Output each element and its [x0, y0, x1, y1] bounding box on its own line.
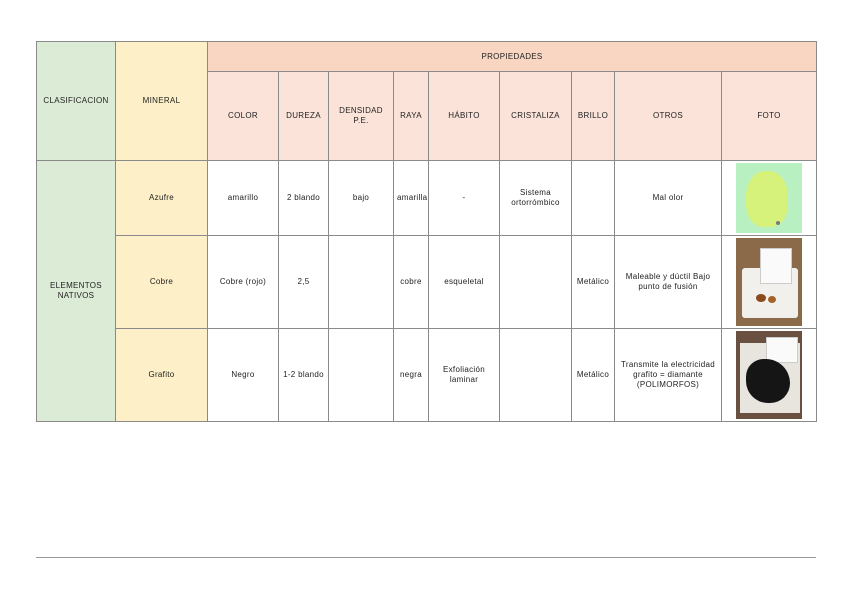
- raya-cell: cobre: [394, 236, 429, 329]
- habito-cell: esqueletal: [429, 236, 500, 329]
- cristaliza-cell: Sistema ortorrómbico: [500, 161, 572, 236]
- brillo-cell: [572, 161, 615, 236]
- table-row: [37, 161, 817, 236]
- table-row: [37, 329, 817, 422]
- clasificacion-header: CLASIFICACION: [37, 42, 116, 161]
- col-cristaliza: CRISTALIZA: [500, 72, 572, 161]
- cristaliza-cell: [500, 329, 572, 422]
- col-color: COLOR: [208, 72, 279, 161]
- densidad-cell: [329, 329, 394, 422]
- foto-cell: [722, 236, 817, 329]
- col-densidad: DENSIDAD P.E.: [329, 72, 394, 161]
- habito-cell: -: [429, 161, 500, 236]
- otros-cell: Transmite la electricidad grafito = diamante (POLIMORFOS): [615, 329, 722, 422]
- densidad-cell: bajo: [329, 161, 394, 236]
- color-cell: Cobre (rojo): [208, 236, 279, 329]
- minerals-table: [36, 41, 817, 422]
- brillo-cell: Metálico: [572, 329, 615, 422]
- foto-cell: [722, 329, 817, 422]
- bottom-divider: [36, 557, 816, 558]
- grafito-photo: [736, 331, 802, 419]
- propiedades-header: PROPIEDADES: [208, 42, 817, 72]
- dureza-cell: 2,5: [279, 236, 329, 329]
- mineral-header: MINERAL: [116, 42, 208, 161]
- brillo-cell: Metálico: [572, 236, 615, 329]
- mineral-name: Grafito: [116, 329, 208, 422]
- mineral-name: Azufre: [116, 161, 208, 236]
- color-cell: amarillo: [208, 161, 279, 236]
- col-foto: FOTO: [722, 72, 817, 161]
- raya-cell: amarilla: [394, 161, 429, 236]
- col-otros: OTROS: [615, 72, 722, 161]
- habito-cell: Exfoliación laminar: [429, 329, 500, 422]
- azufre-photo: [736, 163, 802, 233]
- cristaliza-cell: [500, 236, 572, 329]
- col-brillo: BRILLO: [572, 72, 615, 161]
- raya-cell: negra: [394, 329, 429, 422]
- mineral-name: Cobre: [116, 236, 208, 329]
- otros-cell: Mal olor: [615, 161, 722, 236]
- col-dureza: DUREZA: [279, 72, 329, 161]
- otros-cell: Maleable y dúctil Bajo punto de fusión: [615, 236, 722, 329]
- col-raya: RAYA: [394, 72, 429, 161]
- foto-cell: [722, 161, 817, 236]
- dureza-cell: 1-2 blando: [279, 329, 329, 422]
- cobre-photo: [736, 238, 802, 326]
- table-row: [37, 236, 817, 329]
- densidad-cell: [329, 236, 394, 329]
- col-habito: HÁBITO: [429, 72, 500, 161]
- group-elementos-nativos: ELEMENTOS NATIVOS: [37, 161, 116, 422]
- color-cell: Negro: [208, 329, 279, 422]
- dureza-cell: 2 blando: [279, 161, 329, 236]
